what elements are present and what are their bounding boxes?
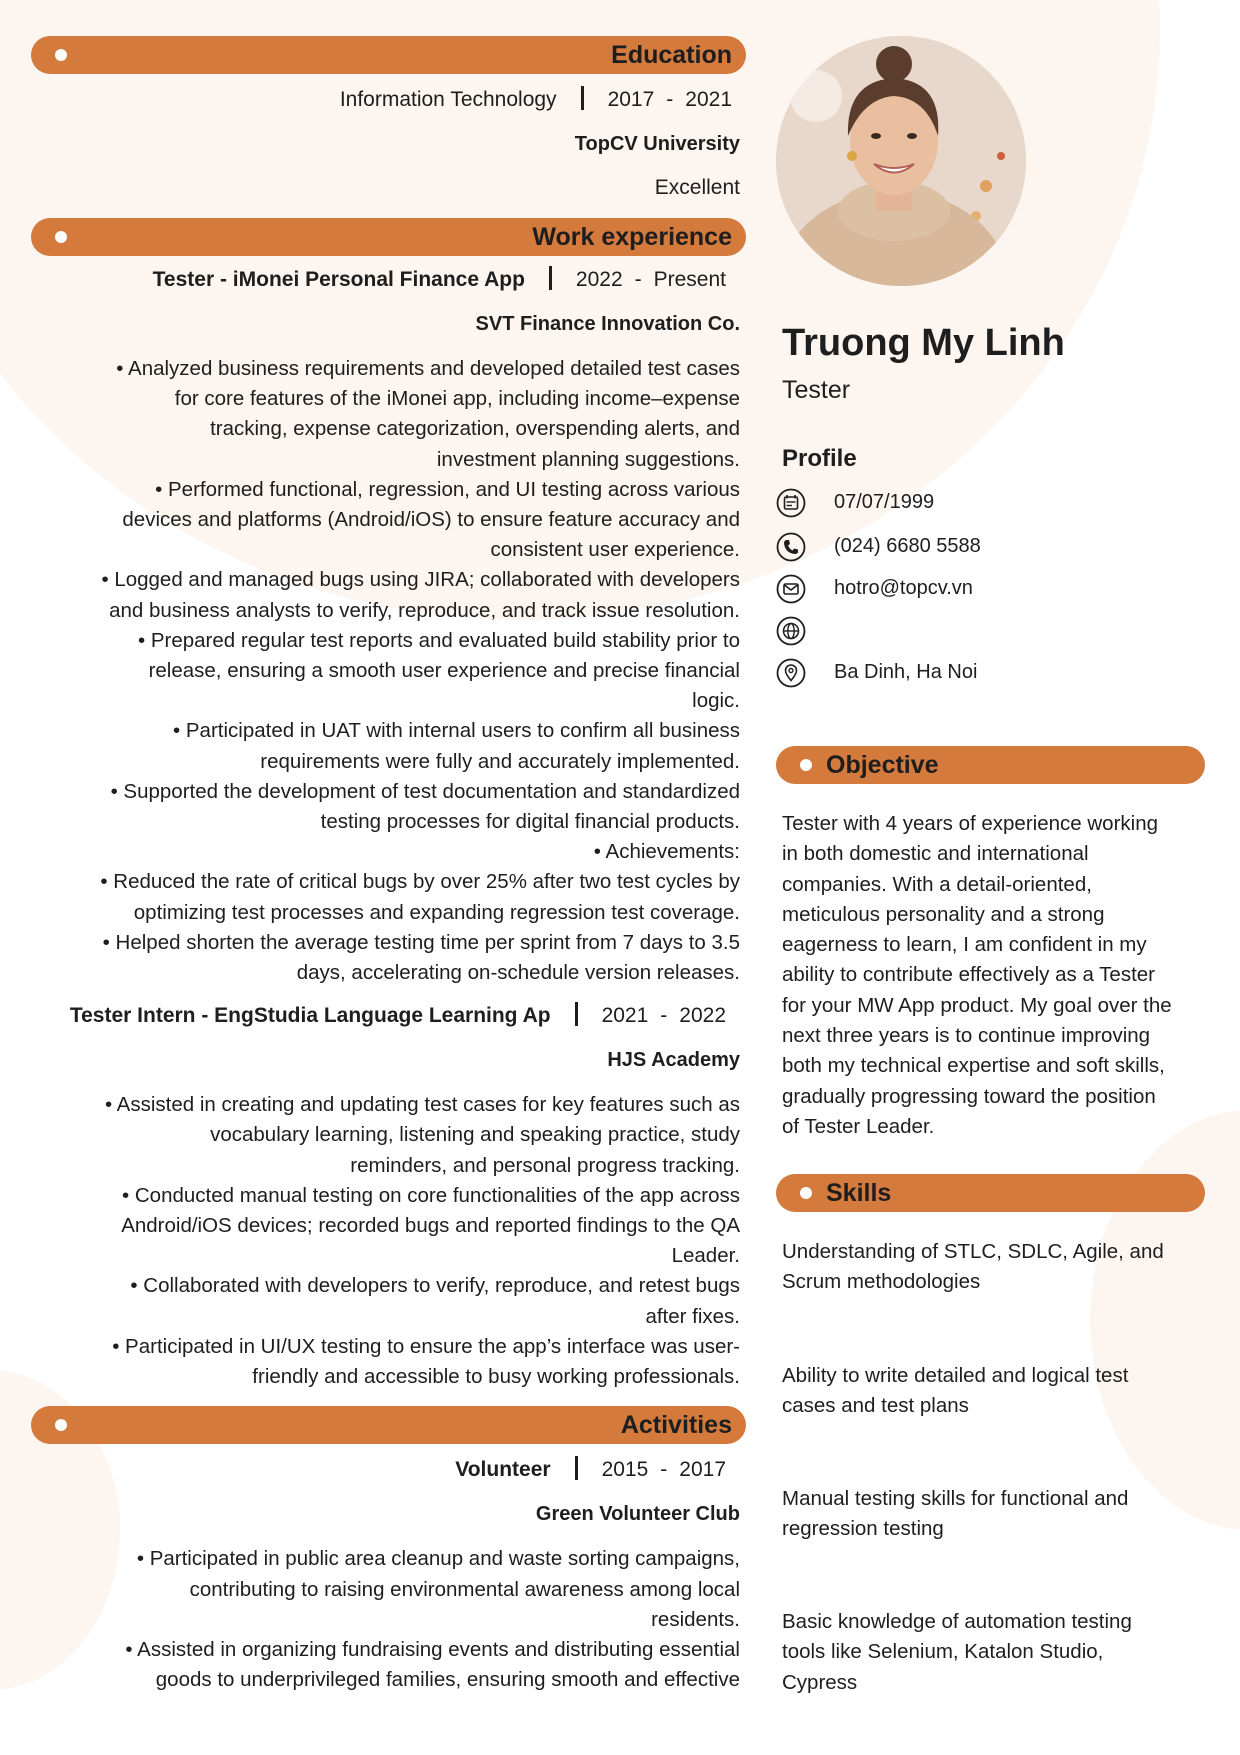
bullet-dot	[800, 1187, 812, 1199]
skill-line: regression testing	[782, 1517, 944, 1541]
education-title: Education	[611, 41, 732, 69]
education-school: TopCV University	[574, 133, 740, 155]
skills-title: Skills	[826, 1179, 892, 1207]
description-line: • Collaborated with developers to verify, reproduce, and retest bugs	[130, 1274, 740, 1298]
work-title: Work experience	[532, 223, 732, 251]
description-line: • Supported the development of test documentation and standardized	[110, 779, 740, 803]
description-line: • Performed functional, regression, and UI testing across various	[155, 477, 740, 501]
objective-line: for your MW App product. My goal over the	[782, 993, 1172, 1017]
objective-line: ability to contribute effectively as a Tester	[782, 963, 1155, 987]
description-line: friendly and accessible to busy working professionals.	[252, 1365, 740, 1389]
objective-line: companies. With a detail-oriented,	[782, 872, 1092, 896]
separator	[575, 1002, 578, 1026]
job-end: Present	[653, 268, 726, 291]
description-line: • Assisted in creating and updating test cases for key features such as	[104, 1093, 740, 1117]
activities-header	[31, 1406, 746, 1444]
description-line: • Participated in UAT with internal users to confirm all business	[173, 719, 740, 743]
separator	[581, 86, 584, 110]
job-company: HJS Academy	[607, 1049, 740, 1072]
education-grade: Excellent	[654, 176, 740, 199]
contact-address	[776, 658, 1212, 690]
description-line: • Assisted in organizing fundraising events and distributing essential	[125, 1637, 740, 1661]
description-line: • Participated in UI/UX testing to ensure the app’s interface was user-	[112, 1334, 740, 1358]
bullet-dot	[55, 49, 67, 61]
phone-text[interactable]: (024) 6680 5588	[834, 535, 981, 557]
description-line: reminders, and personal progress tracking.	[350, 1153, 740, 1177]
objective-header	[776, 746, 1205, 784]
skill-item	[776, 1237, 1218, 1298]
objective-title: Objective	[826, 751, 939, 779]
bullet-dot	[55, 1419, 67, 1431]
objective-line: in both domestic and international	[782, 842, 1089, 866]
portrait-illustration	[776, 36, 1026, 286]
skill-line: cases and test plans	[782, 1394, 969, 1418]
job-role: Tester Intern - EngStudia Language Learning Ap	[69, 1004, 551, 1028]
skill-line: Scrum methodologies	[782, 1270, 981, 1294]
birthday-text: 07/07/1999	[834, 491, 935, 513]
mail-icon	[776, 574, 806, 604]
description-line: requirements were fully and accurately implemented.	[260, 749, 740, 773]
job-description	[31, 354, 746, 988]
job-company: SVT Finance Innovation Co.	[475, 313, 740, 335]
job-role: Tester - iMonei Personal Finance App	[152, 268, 525, 291]
job-meta	[31, 258, 746, 304]
objective-line: meticulous personality and a strong	[782, 902, 1105, 926]
description-line: residents.	[651, 1607, 740, 1631]
profile-photo	[776, 36, 1026, 286]
skill-line: Manual testing skills for functional and	[782, 1487, 1129, 1510]
description-line: • Conducted manual testing on core functionalities of the app across	[122, 1183, 740, 1207]
contact-birthday	[776, 488, 1212, 520]
date-dash: -	[660, 1458, 668, 1482]
skill-line: tools like Selenium, Katalon Studio,	[782, 1640, 1104, 1664]
job-entry	[31, 994, 746, 1392]
job-start: 2021	[601, 1004, 649, 1028]
job-start: 2022	[575, 268, 623, 291]
description-line: release, ensuring a smooth user experience and precise financial	[148, 659, 740, 683]
education-meta	[31, 78, 746, 124]
globe-icon	[776, 616, 806, 646]
date-dash: -	[660, 1004, 668, 1028]
skill-line: Basic knowledge of automation testing	[782, 1610, 1132, 1633]
description-line: optimizing test processes and expanding regression test coverage.	[133, 900, 740, 924]
skill-line: Understanding of STLC, SDLC, Agile, and	[782, 1240, 1164, 1263]
skill-item	[776, 1361, 1218, 1422]
description-line: testing processes for digital financial products.	[320, 810, 740, 834]
person-name: Truong My Linh	[782, 322, 1065, 364]
person-role: Tester	[782, 376, 851, 404]
contact-phone	[776, 532, 1212, 564]
profile-title: Profile	[782, 445, 857, 472]
skill-item	[776, 1484, 1218, 1545]
activity-description	[31, 1544, 746, 1695]
bullet-dot	[55, 231, 67, 243]
address-text: Ba Dinh, Ha Noi	[834, 661, 978, 683]
education-major: Information Technology	[339, 88, 557, 111]
description-line: devices and platforms (Android/iOS) to ensure feature accuracy and	[122, 508, 740, 532]
description-line: after fixes.	[645, 1304, 740, 1328]
objective-line: of Tester Leader.	[782, 1114, 935, 1138]
skill-line: Ability to write detailed and logical test	[782, 1364, 1129, 1387]
phone-icon	[776, 532, 806, 562]
contact-email	[776, 574, 1212, 606]
objective-line: next three years is to continue improving	[782, 1024, 1151, 1048]
calendar-icon	[776, 488, 806, 518]
description-line: • Logged and managed bugs using JIRA; collaborated with developers	[101, 568, 740, 592]
description-line: • Achievements:	[593, 840, 740, 864]
description-line: • Reduced the rate of critical bugs by over 25% after two test cycles by	[100, 870, 740, 894]
activity-role: Volunteer	[455, 1458, 551, 1482]
bullet-dot	[800, 759, 812, 771]
description-line: goods to underprivileged families, ensuring smooth and effective	[155, 1668, 740, 1692]
job-end: 2022	[679, 1004, 726, 1028]
objective-text	[776, 809, 1218, 1142]
job-meta	[31, 994, 746, 1040]
right-column	[776, 36, 1212, 1736]
job-description	[31, 1090, 746, 1392]
skill-line: Cypress	[782, 1670, 858, 1694]
activity-meta	[31, 1448, 746, 1494]
description-line: contributing to raising environmental awareness among local	[189, 1577, 740, 1601]
description-line: investment planning suggestions.	[436, 447, 740, 471]
description-line: • Participated in public area cleanup and waste sorting campaigns,	[136, 1547, 740, 1571]
description-line: Leader.	[671, 1244, 740, 1268]
contact-website	[776, 616, 1212, 648]
description-line: for core features of the iMonei app, including income–expense	[174, 387, 740, 411]
work-header	[31, 218, 746, 256]
description-line: logic.	[692, 689, 740, 713]
job-entry	[31, 258, 746, 988]
description-line: vocabulary learning, listening and speaking practice, study	[210, 1123, 740, 1147]
description-line: • Analyzed business requirements and developed detailed test cases	[116, 357, 740, 380]
separator	[575, 1456, 578, 1480]
education-header	[31, 36, 746, 74]
objective-line: both my technical expertise and soft skills,	[782, 1054, 1165, 1078]
skill-item	[776, 1607, 1218, 1698]
education-start: 2017	[607, 88, 655, 111]
left-column	[31, 36, 746, 1695]
skills-header	[776, 1174, 1205, 1212]
activities-title: Activities	[620, 1411, 732, 1440]
description-line: • Prepared regular test reports and evaluated build stability prior to	[137, 628, 740, 652]
description-line: Android/iOS devices; recorded bugs and reported findings to the QA	[121, 1214, 740, 1238]
email-text[interactable]: hotro@topcv.vn	[834, 577, 973, 599]
description-line: tracking, expense categorization, overspending alerts, and	[210, 417, 740, 441]
description-line: consistent user experience.	[490, 538, 740, 562]
date-dash: -	[634, 268, 642, 291]
objective-line: gradually progressing toward the position	[782, 1084, 1156, 1108]
activity-start: 2015	[601, 1458, 649, 1482]
description-line: and business analysts to verify, reproduce, and track issue resolution.	[109, 598, 740, 622]
objective-line: eagerness to learn, I am confident in my	[782, 933, 1147, 957]
description-line: • Helped shorten the average testing time per sprint from 7 days to 3.5	[102, 930, 740, 954]
date-dash: -	[666, 88, 674, 111]
education-end: 2021	[685, 88, 732, 111]
location-pin-icon	[776, 658, 806, 688]
description-line: days, accelerating on-schedule version releases.	[296, 961, 740, 985]
separator	[549, 266, 552, 290]
activity-end: 2017	[679, 1458, 726, 1482]
objective-line: Tester with 4 years of experience working	[782, 812, 1159, 835]
activity-org: Green Volunteer Club	[535, 1503, 740, 1526]
